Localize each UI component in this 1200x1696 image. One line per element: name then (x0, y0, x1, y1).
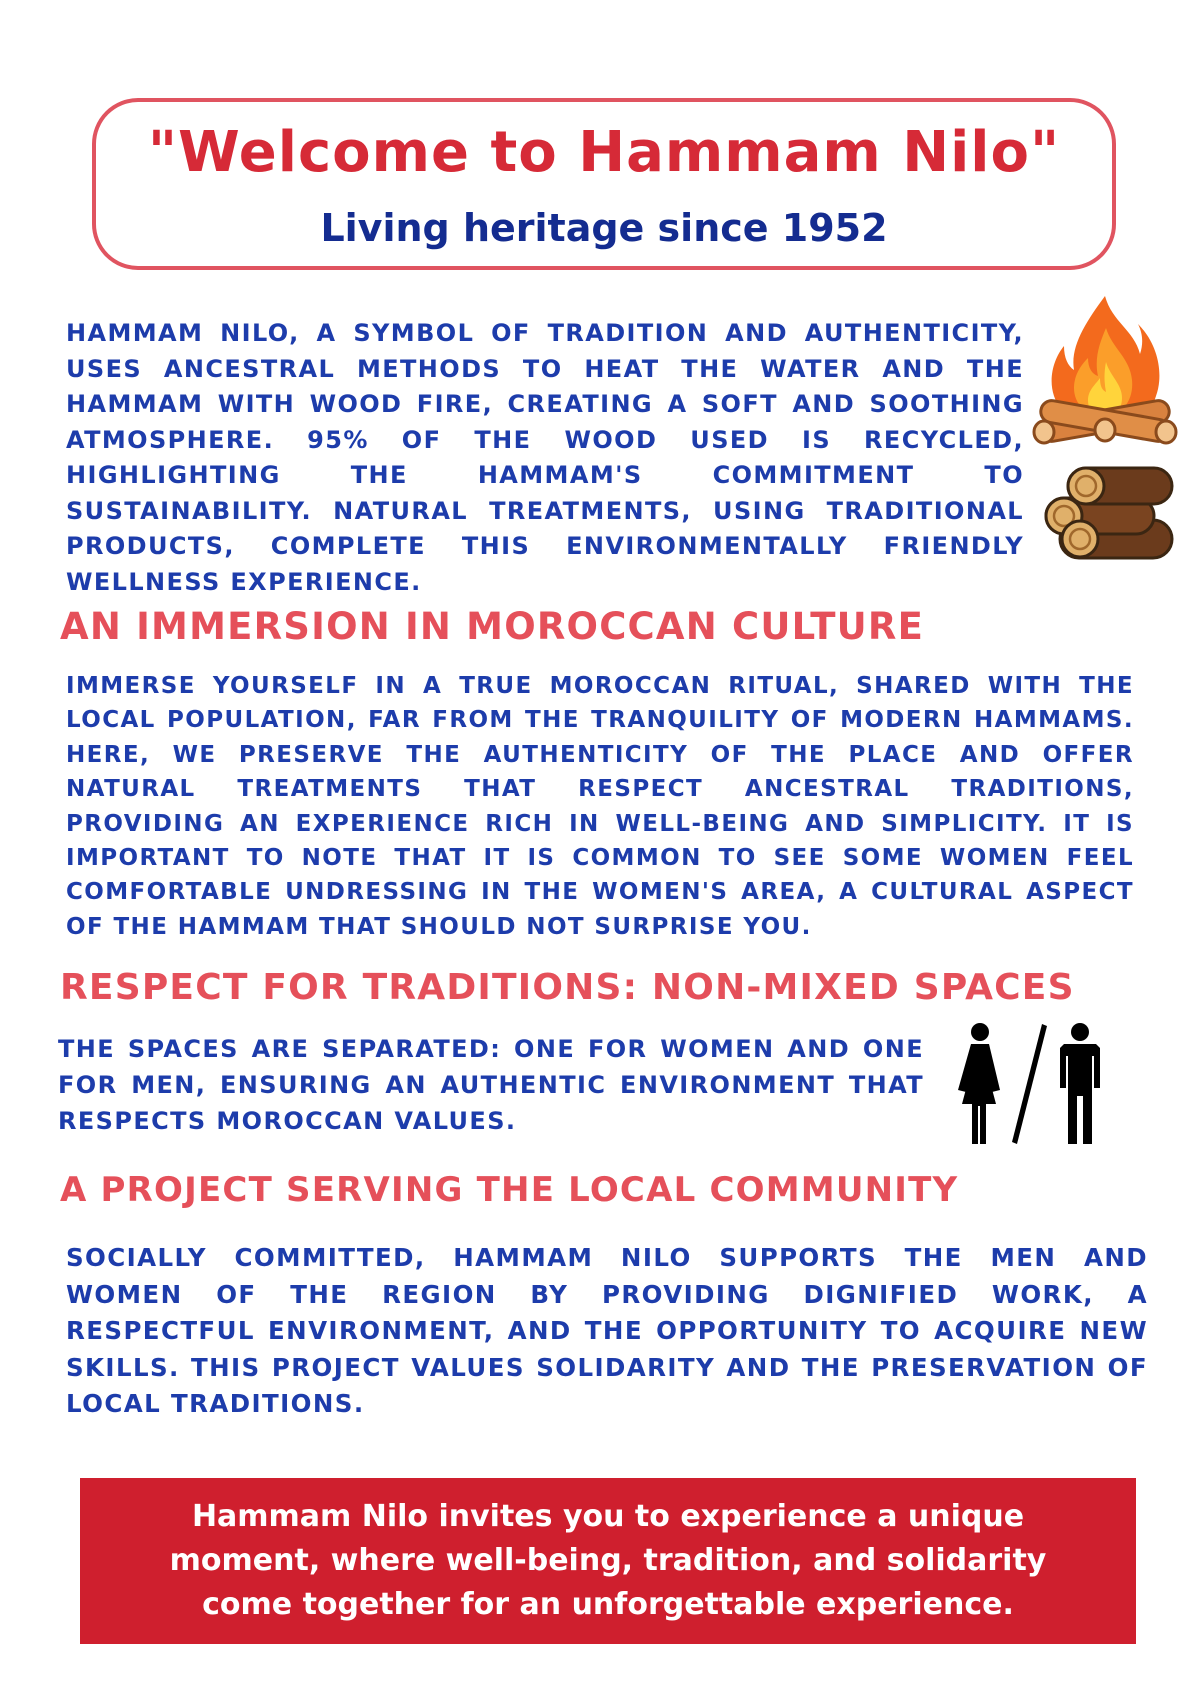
section-paragraph-spaces: THE SPACES ARE SEPARATED: ONE FOR WOMEN AND ONE FOR MEN, ENSURING AN AUTHENTIC ENVIRONMENT THAT RESPECTS MOROCCAN VALUES. (58, 1035, 924, 1135)
man-figure (1060, 1023, 1100, 1144)
invitation-text: Hammam Nilo invites you to experience a unique moment, where well-being, tradition, and solidarity come together for an unforgettable experience. (169, 1499, 1047, 1622)
section-heading-culture: AN IMMERSION IN MOROCCAN CULTURE (60, 605, 925, 648)
section-paragraph-community: SOCIALLY COMMITTED, HAMMAM NILO SUPPORTS THE MEN AND WOMEN OF THE REGION BY PROVIDING DIGNIFIED WORK, A RESPECTFUL ENVIRONMENT, AND THE OPPORTUNITY TO ACQUIRE NEW SKILLS. THIS PROJECT VALUES SOLIDARITY AND THE PRESERVATION OF LOCAL TRADITIONS. (66, 1243, 1148, 1418)
section-heading-community: A PROJECT SERVING THE LOCAL COMMUNITY (60, 1170, 959, 1210)
section-paragraph-culture: IMMERSE YOURSELF IN A TRUE MOROCCAN RITUAL, SHARED WITH THE LOCAL POPULATION, FAR FROM THE TRANQUILITY OF MODERN HAMMAMS. HERE, WE PRESERVE THE AUTHENTICITY OF THE PLACE AND OFFER NATURAL TREATMENTS THAT RESPECT ANCESTRAL TRADITIONS, PROVIDING AN EXPERIENCE RICH IN WELL-BEING AND SIMPLICITY. IT IS IMPORTANT TO NOTE THAT IT IS COMMON TO SEE SOME WOMEN FEEL COMFORTABLE UNDRESSING IN THE WOMEN'S AREA, A CULTURAL ASPECT OF THE HAMMAM THAT SHOULD NOT SURPRISE YOU. (66, 673, 1134, 940)
intro-paragraph: HAMMAM NILO, A SYMBOL OF TRADITION AND AUTHENTICITY, USES ANCESTRAL METHODS TO HEAT THE WATER AND THE HAMMAM WITH WOOD FIRE, CREATING A SOFT AND SOOTHING ATMOSPHERE. 95% OF THE WOOD USED IS RECYCLED, HIGHLIGHTING THE HAMMAM'S COMMITMENT TO SUSTAINABILITY. NATURAL TREATMENTS, USING TRADITIONAL PRODUCTS, COMPLETE THIS ENVIRONMENTALLY FRIENDLY WELLNESS EXPERIENCE. (66, 319, 1024, 596)
campfire-icon (1030, 292, 1180, 454)
woman-figure (958, 1023, 1000, 1144)
page-title: "Welcome to Hammam Nilo" (147, 120, 1061, 185)
firewood-logs-icon (1038, 462, 1176, 562)
page-subtitle: Living heritage since 1952 (320, 206, 888, 250)
section-heading-spaces: RESPECT FOR TRADITIONS: NON-MIXED SPACES (60, 967, 1075, 1008)
slash-divider (1012, 1024, 1047, 1144)
woman-man-icon (952, 1022, 1112, 1146)
invitation-banner (80, 1478, 1136, 1644)
title-box (92, 98, 1116, 270)
